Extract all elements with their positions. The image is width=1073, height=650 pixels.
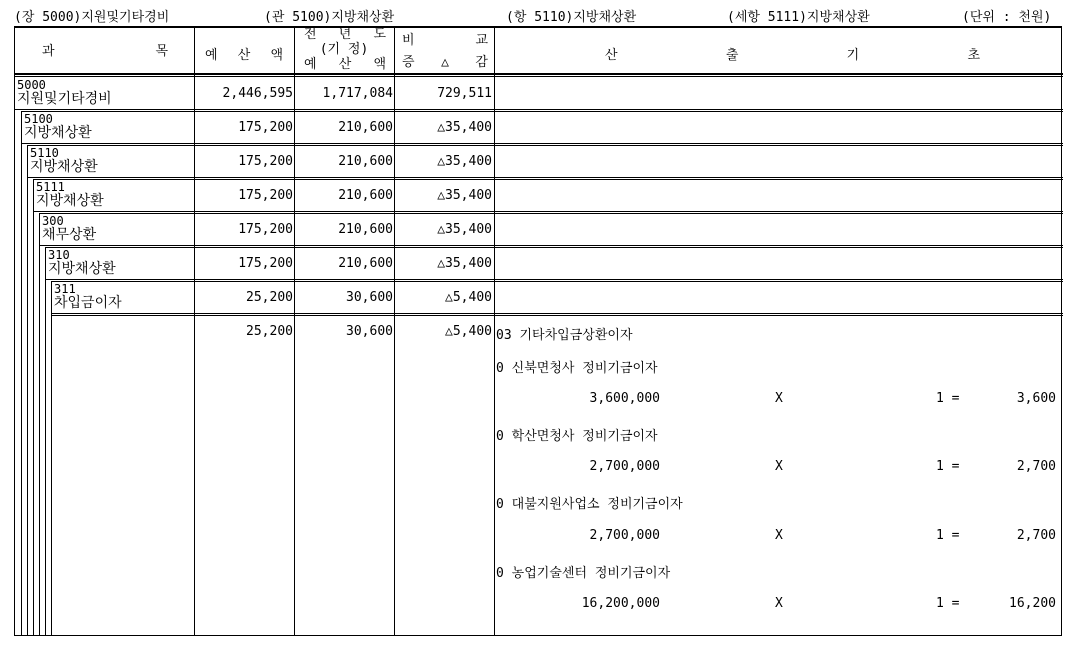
detail-item-qty: 1 = (936, 459, 960, 474)
detail-prev: 30,600 (346, 324, 393, 339)
row-diff: 729,511 (437, 86, 492, 101)
detail-item-label: 0 신북면청사 정비기금이자 (496, 361, 658, 376)
detail-item-label: 0 학산면청사 정비기금이자 (496, 429, 658, 444)
detail-item-qty: 1 = (936, 391, 960, 406)
row-diff: △35,400 (437, 120, 492, 135)
row-prev: 210,600 (338, 222, 393, 237)
unit-label: (단위 : 천원) (962, 10, 1052, 25)
detail-item-multiply: X (775, 459, 783, 474)
row-prev: 210,600 (338, 120, 393, 135)
row-diff: △35,400 (437, 256, 492, 271)
indent-line (45, 247, 46, 636)
row-name: 지원및기타경비 (17, 91, 112, 107)
row-name: 지방채상환 (36, 193, 104, 209)
row-name: 지방채상환 (24, 125, 92, 141)
header-divider-2 (14, 76, 1063, 77)
row-prev: 210,600 (338, 256, 393, 271)
jang-title: (장 5000)지원및기타경비 (14, 10, 170, 25)
row-code: 5110 (30, 146, 59, 160)
header-subject: 과 목 (42, 44, 168, 59)
indent-line (21, 111, 22, 636)
detail-item-total: 3,600 (1016, 391, 1056, 406)
indent-line (51, 281, 52, 636)
row-code: 311 (54, 282, 76, 296)
row-sep (33, 211, 1063, 212)
row-budget: 25,200 (246, 290, 293, 305)
detail-item-label: 0 농업기술센터 정비기금이자 (496, 566, 671, 581)
row-prev: 210,600 (338, 188, 393, 203)
col-line-4 (494, 27, 495, 636)
row-code: 5111 (36, 180, 65, 194)
detail-item-total: 2,700 (1016, 459, 1056, 474)
row-sep (14, 109, 1063, 110)
row-diff: △35,400 (437, 154, 492, 169)
row-sep (45, 279, 1063, 280)
header-divider (14, 73, 1063, 75)
col-line-3 (394, 27, 395, 636)
detail-item-qty: 1 = (936, 528, 960, 543)
row-sep (27, 145, 1063, 146)
indent-line (39, 213, 40, 636)
detail-item-amount: 16,200,000 (581, 596, 660, 611)
detail-item-multiply: X (775, 596, 783, 611)
row-budget: 175,200 (238, 120, 293, 135)
row-name: 지방채상환 (48, 261, 116, 277)
detail-diff: △5,400 (445, 324, 492, 339)
row-sep (21, 111, 1063, 112)
detail-item-total: 2,700 (1016, 528, 1056, 543)
header-budget: 예 산 액 (205, 48, 283, 63)
detail-item-amount: 3,600,000 (589, 391, 660, 406)
row-sep (51, 281, 1063, 282)
row-diff: △5,400 (445, 290, 492, 305)
row-name: 차입금이자 (54, 295, 122, 311)
indent-line (33, 179, 34, 636)
row-sep (27, 177, 1063, 178)
row-sep (39, 213, 1063, 214)
row-code: 310 (48, 248, 70, 262)
row-prev: 1,717,084 (322, 86, 393, 101)
row-sep (51, 313, 1063, 314)
row-budget: 175,200 (238, 256, 293, 271)
detail-title: 03 기타차입금상환이자 (496, 328, 633, 343)
row-sep (21, 143, 1063, 144)
header-prev: 전 년 도 (기 정) 예 산 액 (304, 27, 386, 72)
detail-item-qty: 1 = (936, 596, 960, 611)
row-diff: △35,400 (437, 222, 492, 237)
col-line-2 (294, 27, 295, 636)
header-compare: 비 교 증 △ 감 (402, 33, 488, 70)
row-sep (51, 315, 1063, 316)
detail-item-amount: 2,700,000 (589, 459, 660, 474)
row-prev: 30,600 (346, 290, 393, 305)
detail-item-amount: 2,700,000 (589, 528, 660, 543)
detail-item-total: 16,200 (1009, 596, 1056, 611)
detail-item-multiply: X (775, 528, 783, 543)
row-sep (39, 245, 1063, 246)
row-code: 5100 (24, 112, 53, 126)
row-diff: △35,400 (437, 188, 492, 203)
row-code: 5000 (17, 78, 46, 92)
row-budget: 2,446,595 (222, 86, 293, 101)
row-budget: 175,200 (238, 188, 293, 203)
gwan-title: (관 5100)지방채상환 (264, 10, 395, 25)
indent-line (27, 145, 28, 636)
row-budget: 175,200 (238, 154, 293, 169)
detail-item-multiply: X (775, 391, 783, 406)
detail-budget: 25,200 (246, 324, 293, 339)
hang-title: (항 5110)지방채상환 (506, 10, 637, 25)
detail-item-label: 0 대불지원사업소 정비기금이자 (496, 497, 683, 512)
row-prev: 210,600 (338, 154, 393, 169)
row-code: 300 (42, 214, 64, 228)
row-name: 채무상환 (42, 227, 97, 243)
row-name: 지방채상환 (30, 159, 98, 175)
header-basis: 산 출 기 초 (605, 48, 980, 63)
row-sep (33, 179, 1063, 180)
col-line-1 (194, 27, 195, 636)
row-sep (45, 247, 1063, 248)
row-budget: 175,200 (238, 222, 293, 237)
sehang-title: (세항 5111)지방채상환 (727, 10, 870, 25)
